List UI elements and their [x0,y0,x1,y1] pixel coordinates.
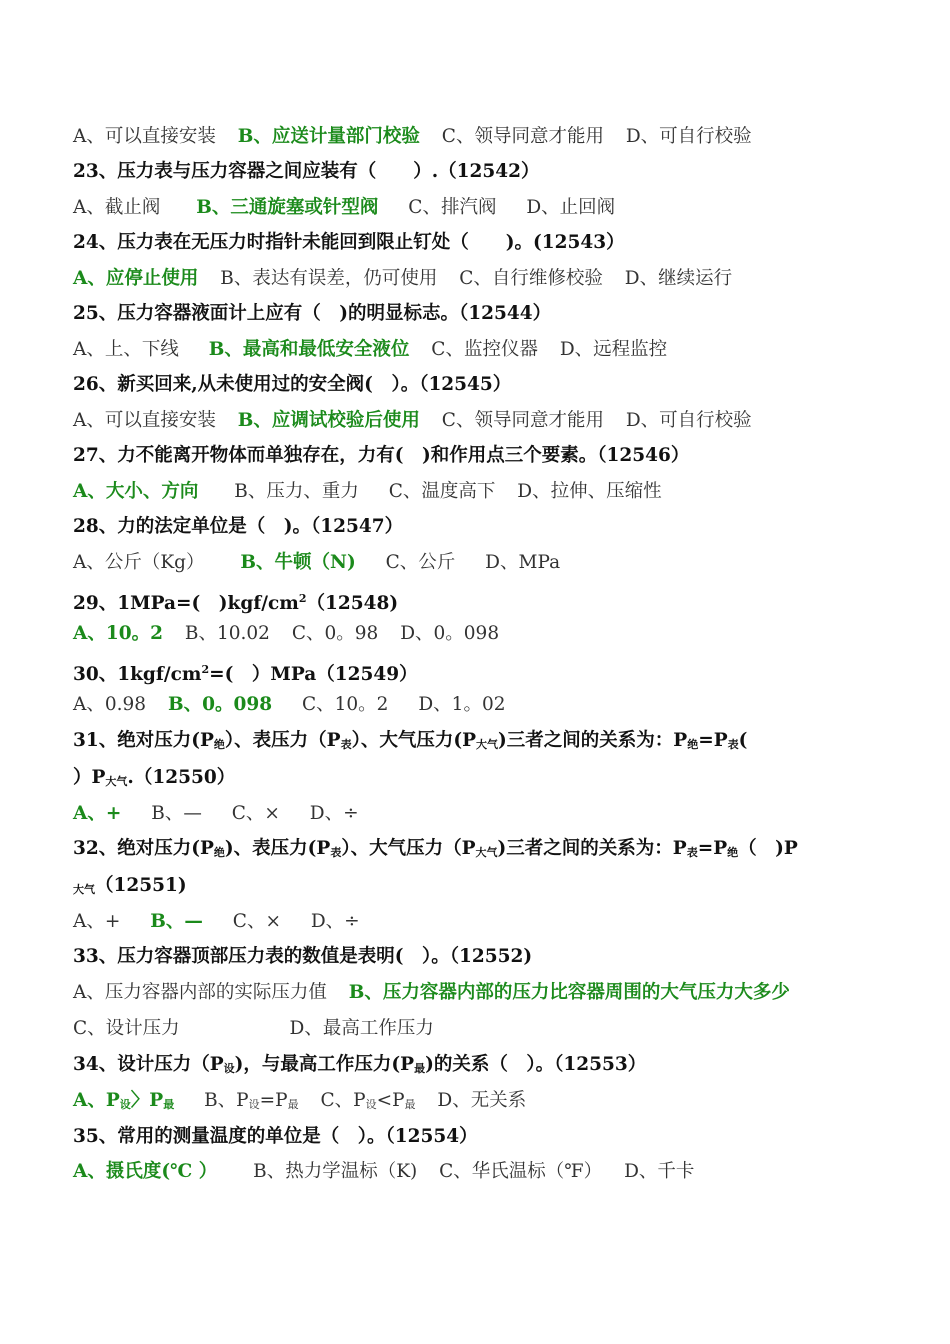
text: )的关系（ ）。（12553） [425,1054,647,1075]
correct-option-b: B、牛顿（N) [240,552,356,573]
option-c: C、设计压力 [73,1018,180,1039]
answer-line-34 [73,1088,526,1118]
answer-line-32 [73,909,360,935]
subscript: 表 [330,846,342,859]
question-33: 33、压力容器顶部压力表的数值是表明( ）。（12552) [73,946,533,967]
option-b: B、表达有误差，仍可使用 [220,268,438,289]
subscript: 表 [727,738,739,751]
question-28: 28、力的法定单位是（ )。（12547） [73,516,404,537]
subscript: 设 [119,1098,131,1111]
answer-line-30 [73,692,506,718]
question-code: （12548) [306,593,399,614]
text: （ )P [738,838,798,859]
option-d: D、÷ [310,911,360,932]
question-text: 30、1kgf/cm [73,664,202,685]
subscript: 设 [248,1098,260,1111]
option-c: C、温度高下 [388,481,496,502]
option-b: B、热力学温标（K) [253,1161,418,1182]
option-c [320,1090,415,1111]
option-b: B、10.02 [184,623,270,644]
option-d: D、无关系 [437,1090,527,1111]
correct-option-b: B、— [150,911,203,932]
question-text-end: =( ）MPa（12549） [209,664,418,685]
text: ）、大气压力(P [351,730,477,751]
option-d: D、远程监控 [559,339,668,360]
option-c: C、公斤 [385,552,456,573]
question-26: 26、新买回来,从未使用过的安全阀( ）。（12545） [73,374,512,395]
option-d: D、拉伸、压缩性 [517,481,662,502]
question-text: 29、1MPa=( )kgf/cm [73,593,299,614]
option-a: A、0.98 [73,694,147,715]
subscript: 设 [365,1098,377,1111]
superscript: 2 [298,592,307,605]
subscript: 绝 [213,738,225,751]
option-d: D、MPa [485,552,561,573]
correct-option-a: A、10。2 [73,623,163,644]
question-29 [73,586,398,617]
question-35: 35、常用的测量温度的单位是（ ）。（12554） [73,1126,478,1147]
text: )三者之间的关系为：P [497,838,687,859]
text: =P [259,1090,288,1111]
option-d: D、最高工作压力 [289,1018,434,1039]
option-b: B、压力、重力 [234,481,359,502]
subscript: 最 [414,1062,426,1075]
correct-option-b: B、0。098 [167,694,273,715]
option-c: C、自行维修校验 [459,268,603,289]
subscript: 大气 [475,846,498,859]
text: A、P [73,1090,120,1111]
correct-option-a: A、+ [73,803,122,824]
question-32-cont [73,873,187,903]
text: =P [698,730,728,751]
text: )，与最高工作压力(P [234,1054,415,1075]
subscript: 绝 [687,738,699,751]
text: ）、大气压力（P [341,838,476,859]
text: ）、表压力（P [224,730,341,751]
question-31-cont [73,765,235,795]
subscript: 绝 [727,846,739,859]
option-a: A、压力容器内部的实际压力值 [73,982,327,1003]
subscript: 大气 [476,738,499,751]
correct-option-b: B、应调试校验后使用 [237,410,420,431]
question-25: 25、压力容器液面计上应有（ )的明显标志。（12544） [73,303,552,324]
subscript: 最 [287,1098,299,1111]
subscript: 设 [223,1062,235,1075]
option-a: A、可以直接安装 [73,126,216,147]
option-b [204,1090,299,1111]
text: 34、设计压力（P [73,1054,224,1075]
answer-line-35 [73,1159,694,1185]
answer-line-33 [73,980,790,1006]
option-a: A、+ [73,911,121,932]
answer-line-24 [73,266,732,292]
option-d: D、止回阀 [526,197,616,218]
option-d: D、千卡 [624,1161,695,1182]
question-32 [73,836,798,866]
option-c: C、× [231,803,280,824]
option-d: D、继续运行 [624,268,733,289]
question-23: 23、压力表与压力容器之间应装有（ ）.（12542） [73,161,540,182]
correct-option-a: A、应停止使用 [73,268,199,289]
option-c: C、× [232,911,281,932]
answer-line-27 [73,479,662,505]
text: 31、绝对压力(P [73,730,214,751]
option-c: C、领导同意才能用 [441,126,604,147]
option-a: A、可以直接安装 [73,410,216,431]
correct-option-b: B、三通旋塞或针型阀 [196,197,379,218]
option-c: C、监控仪器 [431,339,538,360]
text: 32、绝对压力(P [73,838,214,859]
answer-line-29 [73,621,499,647]
text: B、P [204,1090,249,1111]
subscript: 表 [686,846,698,859]
answer-line-22 [73,124,752,150]
answer-line-25 [73,337,667,363]
option-d: D、可自行校验 [625,126,752,147]
subscript: 绝 [213,846,225,859]
text: 〉P [130,1090,164,1111]
option-d: D、÷ [309,803,359,824]
option-d: D、可自行校验 [625,410,752,431]
option-c: C、领导同意才能用 [441,410,604,431]
subscript: 大气 [105,775,128,788]
question-31 [73,728,747,758]
question-24: 24、压力表在无压力时指针未能回到限止钉处（ )。(12543） [73,232,625,253]
correct-option-b: B、压力容器内部的压力比容器周围的大气压力大多少 [348,982,790,1003]
answer-line-26 [73,408,752,434]
option-a: A、上、下线 [73,339,179,360]
text: )、表压力(P [224,838,331,859]
option-c: C、10。2 [301,694,389,715]
text: =P [697,838,728,859]
option-c: C、华氏温标（℉） [439,1161,603,1182]
option-d: D、0。098 [400,623,500,644]
subscript: 表 [340,738,352,751]
question-27: 27、力不能离开物体而单独存在，力有( )和作用点三个要素。（12546） [73,445,690,466]
correct-option-b: B、应送计量部门校验 [237,126,420,147]
text: <P [376,1090,405,1111]
question-34 [73,1052,646,1082]
answer-line-33-cont [73,1016,434,1042]
text: C、P [320,1090,366,1111]
option-a: A、截止阀 [73,197,161,218]
answer-line-28 [73,550,560,576]
subscript: 大气 [73,883,95,896]
option-a: A、公斤（Kg） [73,552,205,573]
option-b: B、— [151,803,202,824]
correct-option-a: A、大小、方向 [73,481,199,502]
option-d: D、1。02 [418,694,506,715]
answer-line-31 [73,801,359,827]
option-c: C、0。98 [291,623,379,644]
text: )三者之间的关系为：P [498,730,688,751]
answer-line-23 [73,195,615,221]
subscript: 最 [404,1098,416,1111]
correct-option-b: B、最高和最低安全液位 [208,339,410,360]
superscript: 2 [201,663,210,676]
subscript: 最 [163,1098,175,1111]
text: .（12550） [127,767,236,788]
question-30 [73,657,418,688]
correct-option-a: A、摄氏度(℃ ） [73,1161,218,1182]
text: ）P [73,767,106,788]
text: ( [738,730,748,751]
option-c: C、排汽阀 [408,197,497,218]
correct-option-a [73,1090,174,1111]
text: （12551) [95,875,187,896]
